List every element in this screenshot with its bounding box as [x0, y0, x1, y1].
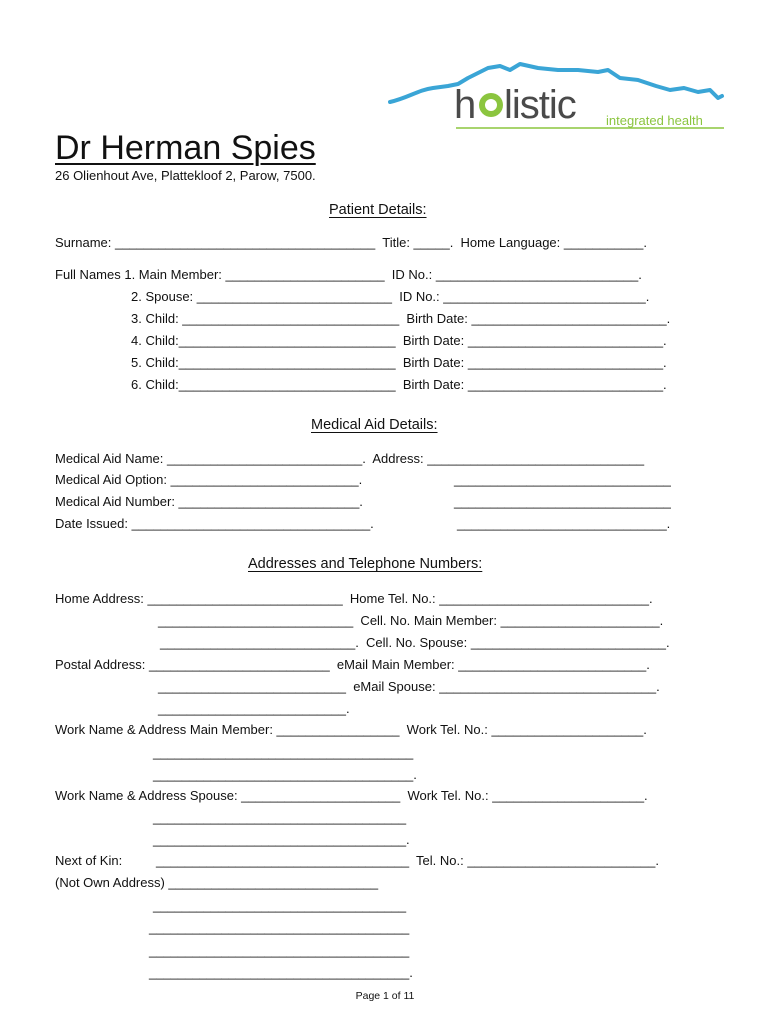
logo-mountain-icon: [388, 58, 728, 138]
cell-spouse-line[interactable]: ___________________________. Cell. No. Spouse: ___________________________.: [160, 635, 670, 650]
next-of-kin-address-line-3[interactable]: ____________________________________: [149, 920, 410, 935]
svg-text:listic: listic: [504, 83, 576, 127]
section-patient-details: Patient Details:: [329, 202, 427, 218]
medical-aid-number-line[interactable]: Medical Aid Number: _________________________.: [55, 494, 363, 509]
child-5-line[interactable]: 5. Child:______________________________ Birth Date: ___________________________.: [131, 355, 667, 370]
medical-aid-address-line-4[interactable]: _____________________________.: [457, 516, 671, 531]
home-address-line[interactable]: Home Address: ___________________________ Home Tel. No.: _____________________________.: [55, 591, 653, 606]
next-of-kin-address-line-2[interactable]: ___________________________________: [153, 898, 407, 913]
email-spouse-line[interactable]: __________________________ eMail Spouse: ______________________________.: [158, 679, 660, 694]
work-main-member-line-2[interactable]: ____________________________________: [153, 745, 414, 760]
medical-aid-option-line[interactable]: Medical Aid Option: __________________________.: [55, 472, 363, 487]
practice-address: 26 Olienhout Ave, Plattekloof 2, Parow, 7500.: [55, 168, 316, 183]
page-title: Dr Herman Spies: [55, 129, 316, 167]
work-main-member-line[interactable]: Work Name & Address Main Member: _________________ Work Tel. No.: _____________________.: [55, 722, 647, 737]
spouse-line[interactable]: 2. Spouse: ___________________________ ID No.: ____________________________.: [131, 289, 650, 304]
section-addresses: Addresses and Telephone Numbers:: [248, 556, 483, 572]
page-number: Page 1 of 11: [355, 990, 415, 1002]
medical-aid-address-line-3[interactable]: ______________________________: [454, 494, 671, 509]
child-6-line[interactable]: 6. Child:______________________________ Birth Date: ___________________________.: [131, 377, 667, 392]
work-spouse-line-3[interactable]: ___________________________________.: [153, 832, 410, 847]
work-spouse-line[interactable]: Work Name & Address Spouse: ______________________ Work Tel. No.: _____________________.: [55, 788, 648, 803]
cell-main-member-line[interactable]: ___________________________ Cell. No. Main Member: ______________________.: [158, 613, 664, 628]
holistic-logo: [388, 58, 728, 138]
main-member-line[interactable]: Full Names 1. Main Member: ______________________ ID No.: ____________________________.: [55, 267, 642, 282]
not-own-address-line[interactable]: (Not Own Address) _____________________________: [55, 875, 379, 890]
next-of-kin-line[interactable]: ___________________________________ Tel. No.: __________________________.: [156, 853, 659, 868]
surname-title-language-line[interactable]: Surname: ____________________________________ Title: _____. Home Language: ___________.: [55, 235, 648, 250]
medical-aid-address-line-2[interactable]: ______________________________: [454, 472, 671, 487]
section-medical-aid: Medical Aid Details:: [311, 417, 438, 433]
work-main-member-line-3[interactable]: ____________________________________.: [153, 767, 417, 782]
postal-address-line-3[interactable]: __________________________.: [158, 701, 350, 716]
svg-text:integrated health: integrated health: [606, 113, 703, 128]
next-of-kin-address-line-5[interactable]: ____________________________________.: [149, 965, 413, 980]
child-3-line[interactable]: 3. Child: ______________________________ Birth Date: ___________________________.: [131, 311, 671, 326]
next-of-kin-address-line-4[interactable]: ____________________________________: [149, 943, 410, 958]
svg-text:h: h: [454, 83, 476, 127]
date-issued-line[interactable]: Date Issued: _________________________________.: [55, 516, 374, 531]
child-4-line[interactable]: 4. Child:______________________________ Birth Date: ___________________________.: [131, 333, 667, 348]
postal-address-line[interactable]: Postal Address: _________________________ eMail Main Member: __________________________.: [55, 657, 650, 672]
work-spouse-line-2[interactable]: ___________________________________: [153, 810, 407, 825]
next-of-kin-label: Next of Kin:: [55, 853, 123, 868]
medical-aid-name-line[interactable]: Medical Aid Name: ___________________________. Address: ______________________________: [55, 451, 645, 466]
